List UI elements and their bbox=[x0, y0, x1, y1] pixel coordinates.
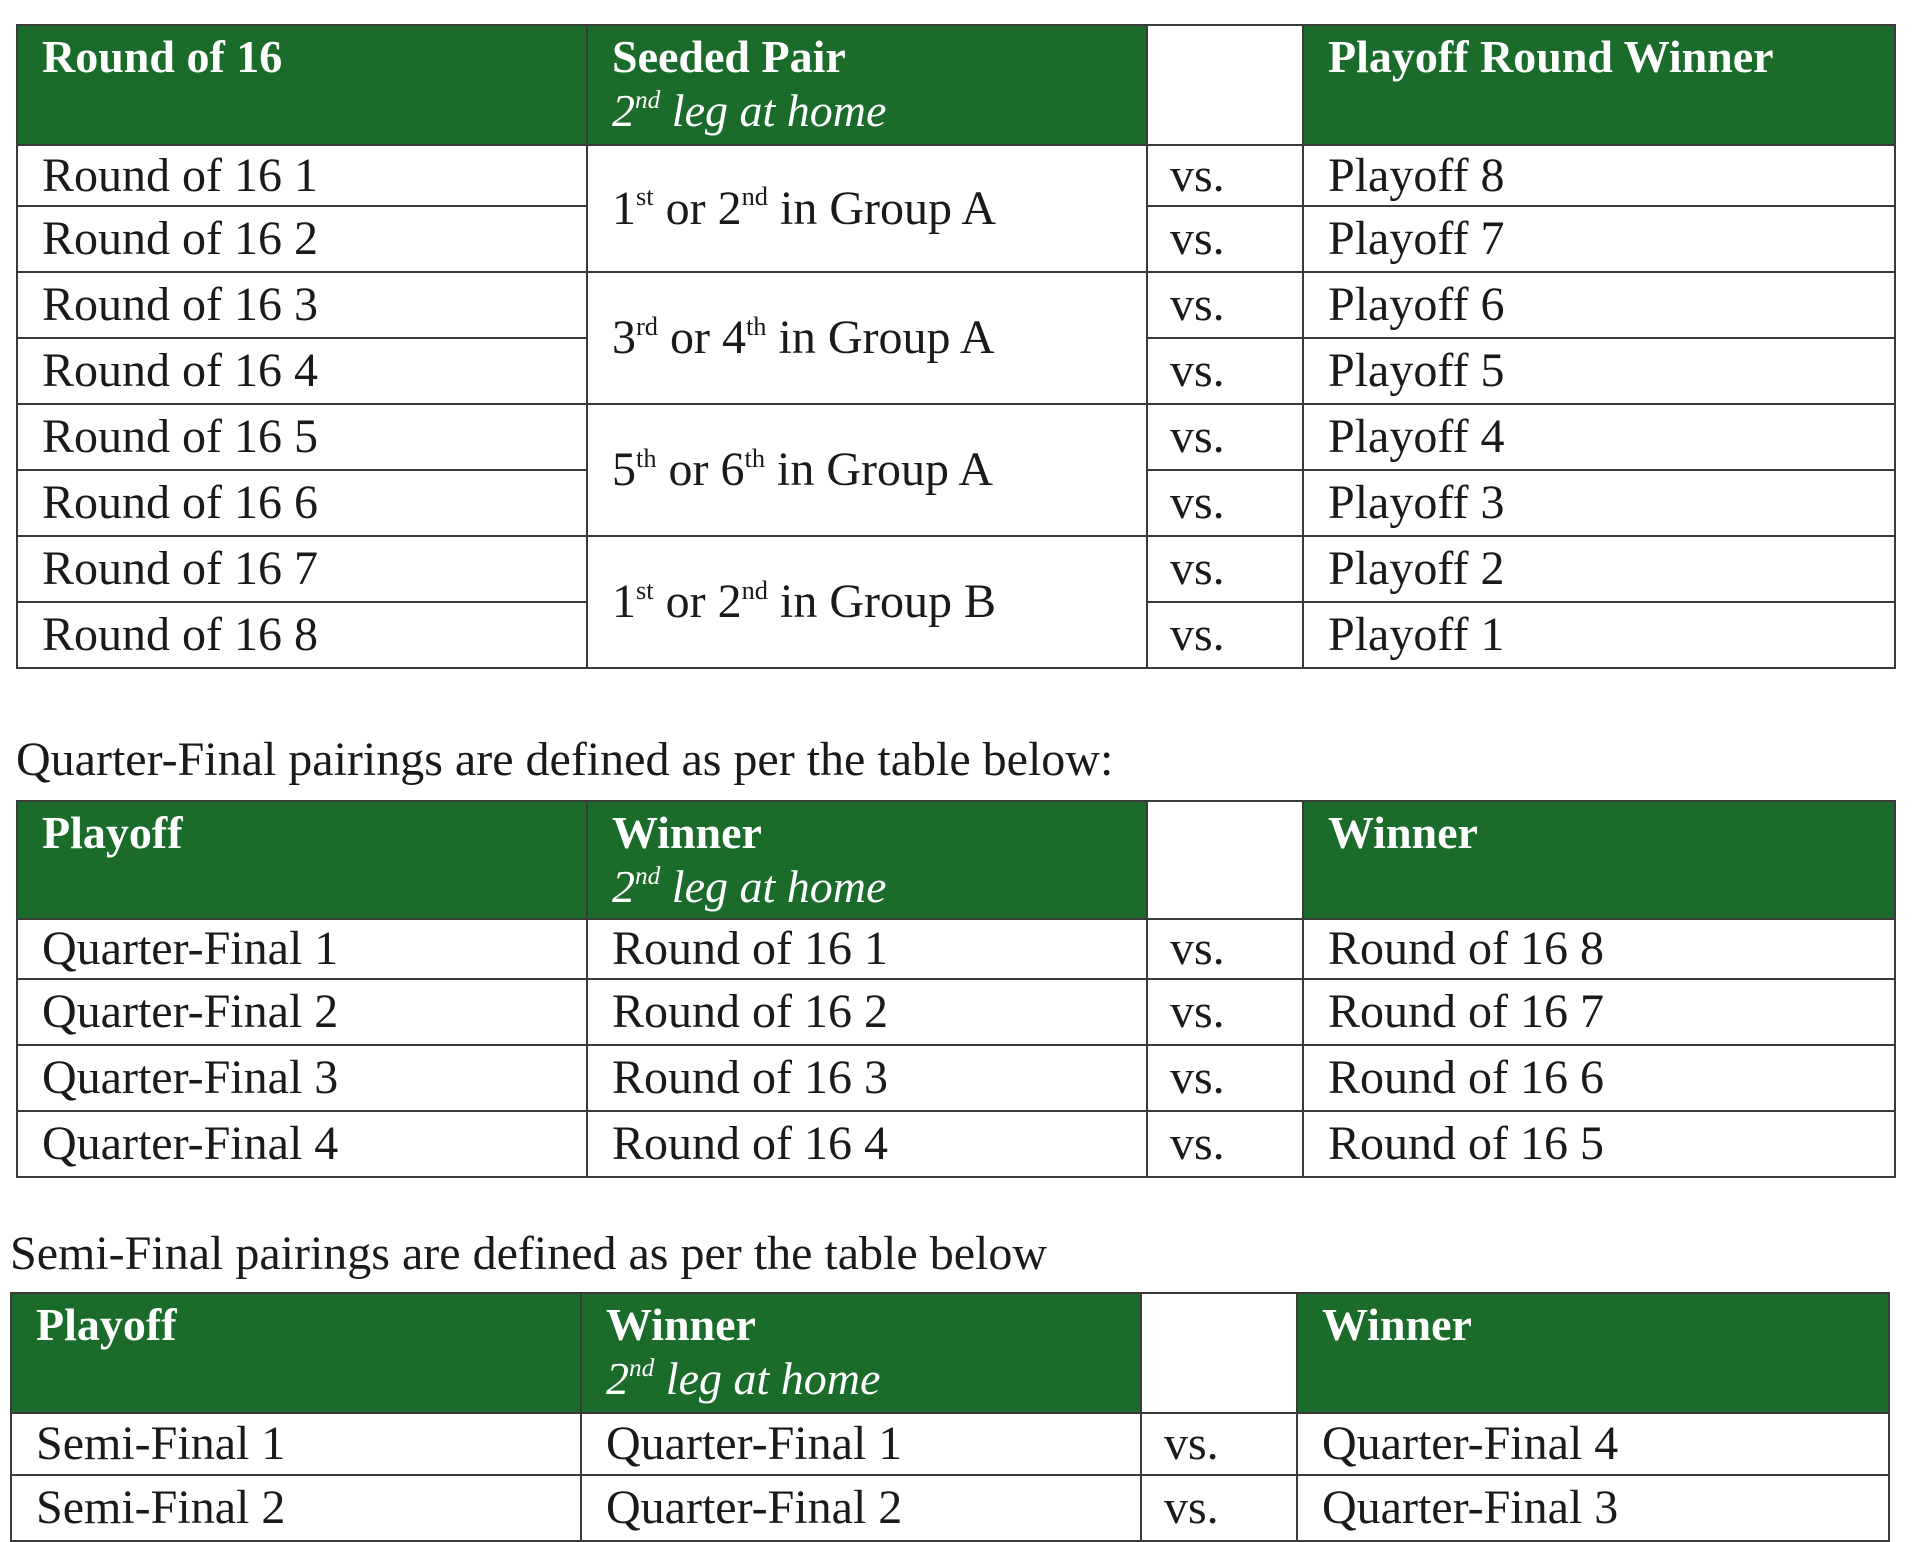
tie-cell: Quarter-Final 2 bbox=[17, 979, 587, 1045]
vs-cell: vs. bbox=[1141, 1413, 1297, 1475]
vs-cell: vs. bbox=[1147, 979, 1303, 1045]
semi-final-table bbox=[10, 1292, 1890, 1542]
home-cell: Quarter-Final 1 bbox=[581, 1413, 1141, 1475]
home-cell: Round of 16 4 bbox=[587, 1111, 1147, 1177]
tie-cell: Round of 16 7 bbox=[17, 536, 587, 602]
opponent-cell: Playoff 7 bbox=[1303, 206, 1895, 272]
vs-cell: vs. bbox=[1147, 470, 1303, 536]
table-row bbox=[17, 145, 1895, 206]
tie-cell: Round of 16 1 bbox=[17, 145, 587, 206]
table-row bbox=[11, 1413, 1889, 1475]
vs-cell: vs. bbox=[1147, 536, 1303, 602]
quarter-final-table bbox=[16, 800, 1896, 1178]
header-subtitle: 2nd leg at home bbox=[612, 861, 887, 912]
away-cell: Round of 16 5 bbox=[1303, 1111, 1895, 1177]
tie-cell: Quarter-Final 1 bbox=[17, 919, 587, 979]
away-cell: Round of 16 8 bbox=[1303, 919, 1895, 979]
away-cell: Round of 16 7 bbox=[1303, 979, 1895, 1045]
header-playoff: Playoff bbox=[11, 1293, 581, 1413]
vs-cell: vs. bbox=[1147, 1111, 1303, 1177]
opponent-cell: Playoff 2 bbox=[1303, 536, 1895, 602]
opponent-cell: Playoff 5 bbox=[1303, 338, 1895, 404]
round-of-16-table bbox=[16, 24, 1896, 669]
tie-cell: Round of 16 4 bbox=[17, 338, 587, 404]
vs-cell: vs. bbox=[1147, 602, 1303, 668]
tie-cell: Round of 16 8 bbox=[17, 602, 587, 668]
table-row bbox=[17, 1111, 1895, 1177]
away-cell: Quarter-Final 3 bbox=[1297, 1475, 1889, 1541]
tie-cell: Semi-Final 2 bbox=[11, 1475, 581, 1541]
header-winner-away: Winner bbox=[1303, 801, 1895, 919]
header-blank bbox=[1147, 801, 1303, 919]
away-cell: Round of 16 6 bbox=[1303, 1045, 1895, 1111]
seed-cell: 1st or 2nd in Group B bbox=[587, 536, 1147, 668]
vs-cell: vs. bbox=[1147, 338, 1303, 404]
header-round-of-16: Round of 16 bbox=[17, 25, 587, 145]
vs-cell: vs. bbox=[1147, 919, 1303, 979]
seed-cell: 1st or 2nd in Group A bbox=[587, 145, 1147, 272]
header-playoff-round-winner: Playoff Round Winner bbox=[1303, 25, 1895, 145]
seed-cell: 5th or 6th in Group A bbox=[587, 404, 1147, 536]
table-row bbox=[17, 404, 1895, 470]
semi-final-caption: Semi-Final pairings are defined as per the table below bbox=[10, 1227, 1047, 1280]
opponent-cell: Playoff 3 bbox=[1303, 470, 1895, 536]
header-winner-home: Winner 2nd leg at home bbox=[587, 801, 1147, 919]
header-playoff: Playoff bbox=[17, 801, 587, 919]
tie-cell: Round of 16 5 bbox=[17, 404, 587, 470]
table-row bbox=[17, 272, 1895, 338]
header-blank bbox=[1141, 1293, 1297, 1413]
home-cell: Quarter-Final 2 bbox=[581, 1475, 1141, 1541]
home-cell: Round of 16 2 bbox=[587, 979, 1147, 1045]
table-row bbox=[11, 1475, 1889, 1541]
home-cell: Round of 16 1 bbox=[587, 919, 1147, 979]
vs-cell: vs. bbox=[1141, 1475, 1297, 1541]
away-cell: Quarter-Final 4 bbox=[1297, 1413, 1889, 1475]
table-header-row bbox=[17, 801, 1895, 919]
opponent-cell: Playoff 4 bbox=[1303, 404, 1895, 470]
home-cell: Round of 16 3 bbox=[587, 1045, 1147, 1111]
quarter-final-caption: Quarter-Final pairings are defined as per the table below: bbox=[16, 733, 1114, 786]
vs-cell: vs. bbox=[1147, 145, 1303, 206]
table-row bbox=[17, 979, 1895, 1045]
table-row bbox=[17, 536, 1895, 602]
vs-cell: vs. bbox=[1147, 206, 1303, 272]
table-row bbox=[17, 1045, 1895, 1111]
header-winner-away: Winner bbox=[1297, 1293, 1889, 1413]
header-subtitle: 2nd leg at home bbox=[606, 1353, 881, 1404]
header-subtitle: 2nd leg at home bbox=[612, 85, 887, 136]
table-header-row bbox=[11, 1293, 1889, 1413]
tie-cell: Quarter-Final 3 bbox=[17, 1045, 587, 1111]
opponent-cell: Playoff 1 bbox=[1303, 602, 1895, 668]
tie-cell: Quarter-Final 4 bbox=[17, 1111, 587, 1177]
opponent-cell: Playoff 6 bbox=[1303, 272, 1895, 338]
header-blank bbox=[1147, 25, 1303, 145]
vs-cell: vs. bbox=[1147, 404, 1303, 470]
vs-cell: vs. bbox=[1147, 272, 1303, 338]
tie-cell: Semi-Final 1 bbox=[11, 1413, 581, 1475]
vs-cell: vs. bbox=[1147, 1045, 1303, 1111]
tie-cell: Round of 16 2 bbox=[17, 206, 587, 272]
header-winner-home: Winner 2nd leg at home bbox=[581, 1293, 1141, 1413]
opponent-cell: Playoff 8 bbox=[1303, 145, 1895, 206]
table-header-row bbox=[17, 25, 1895, 145]
tie-cell: Round of 16 6 bbox=[17, 470, 587, 536]
header-seeded-pair: Seeded Pair 2nd leg at home bbox=[587, 25, 1147, 145]
table-row bbox=[17, 919, 1895, 979]
tie-cell: Round of 16 3 bbox=[17, 272, 587, 338]
seed-cell: 3rd or 4th in Group A bbox=[587, 272, 1147, 404]
